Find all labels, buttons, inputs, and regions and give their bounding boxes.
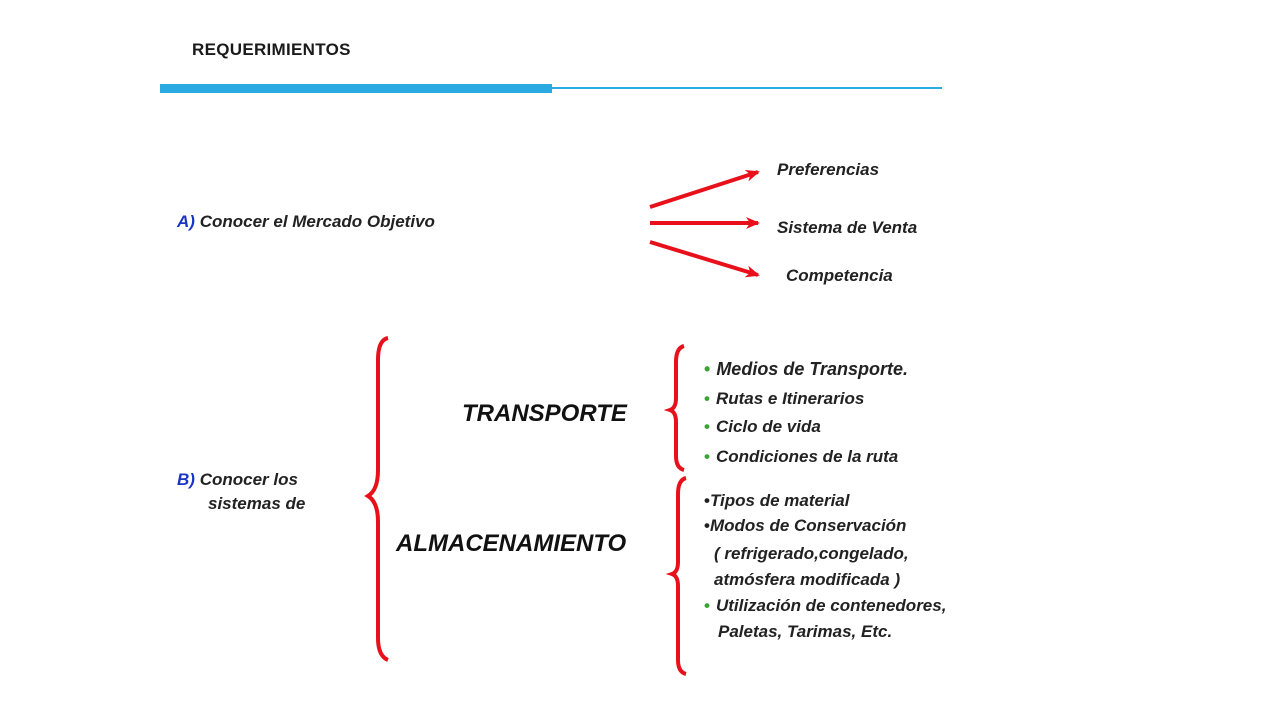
section-b-line2: sistemas de <box>208 494 306 513</box>
transporte-item: • Condiciones de la ruta <box>704 447 899 466</box>
branch-preferencias: Preferencias <box>777 160 880 179</box>
section-b-line1: B) Conocer los <box>177 470 298 489</box>
page-title: REQUERIMIENTOS <box>192 40 351 59</box>
brace-big <box>368 338 388 660</box>
almacenamiento-item: •Tipos de material <box>704 491 850 510</box>
almacenamiento-item-cont: atmósfera modificada ) <box>714 570 901 589</box>
arrow-preferencias <box>650 172 758 207</box>
almacenamiento-item: •Modos de Conservación <box>704 516 907 535</box>
brace-almacenamiento <box>672 478 686 674</box>
almacenamiento-item-cont: ( refrigerado,congelado, <box>714 544 909 563</box>
branch-sistema-venta: Sistema de Venta <box>777 218 918 237</box>
label-transporte: TRANSPORTE <box>462 400 627 427</box>
transporte-item: • Ciclo de vida <box>704 417 821 436</box>
section-a-text: Conocer el Mercado Objetivo <box>199 212 435 231</box>
brace-transporte <box>670 346 684 470</box>
section-a-letter: A) <box>177 212 195 231</box>
almacenamiento-item-cont: Paletas, Tarimas, Etc. <box>718 622 893 641</box>
section-b-letter: B) <box>177 470 195 489</box>
label-almacenamiento: ALMACENAMIENTO <box>396 530 627 557</box>
branch-competencia: Competencia <box>786 266 893 285</box>
almacenamiento-item: • Utilización de contenedores, <box>704 596 947 615</box>
transporte-item: • Rutas e Itinerarios <box>704 389 865 408</box>
transporte-item: • Medios de Transporte. <box>704 359 909 379</box>
arrow-competencia <box>650 242 758 275</box>
